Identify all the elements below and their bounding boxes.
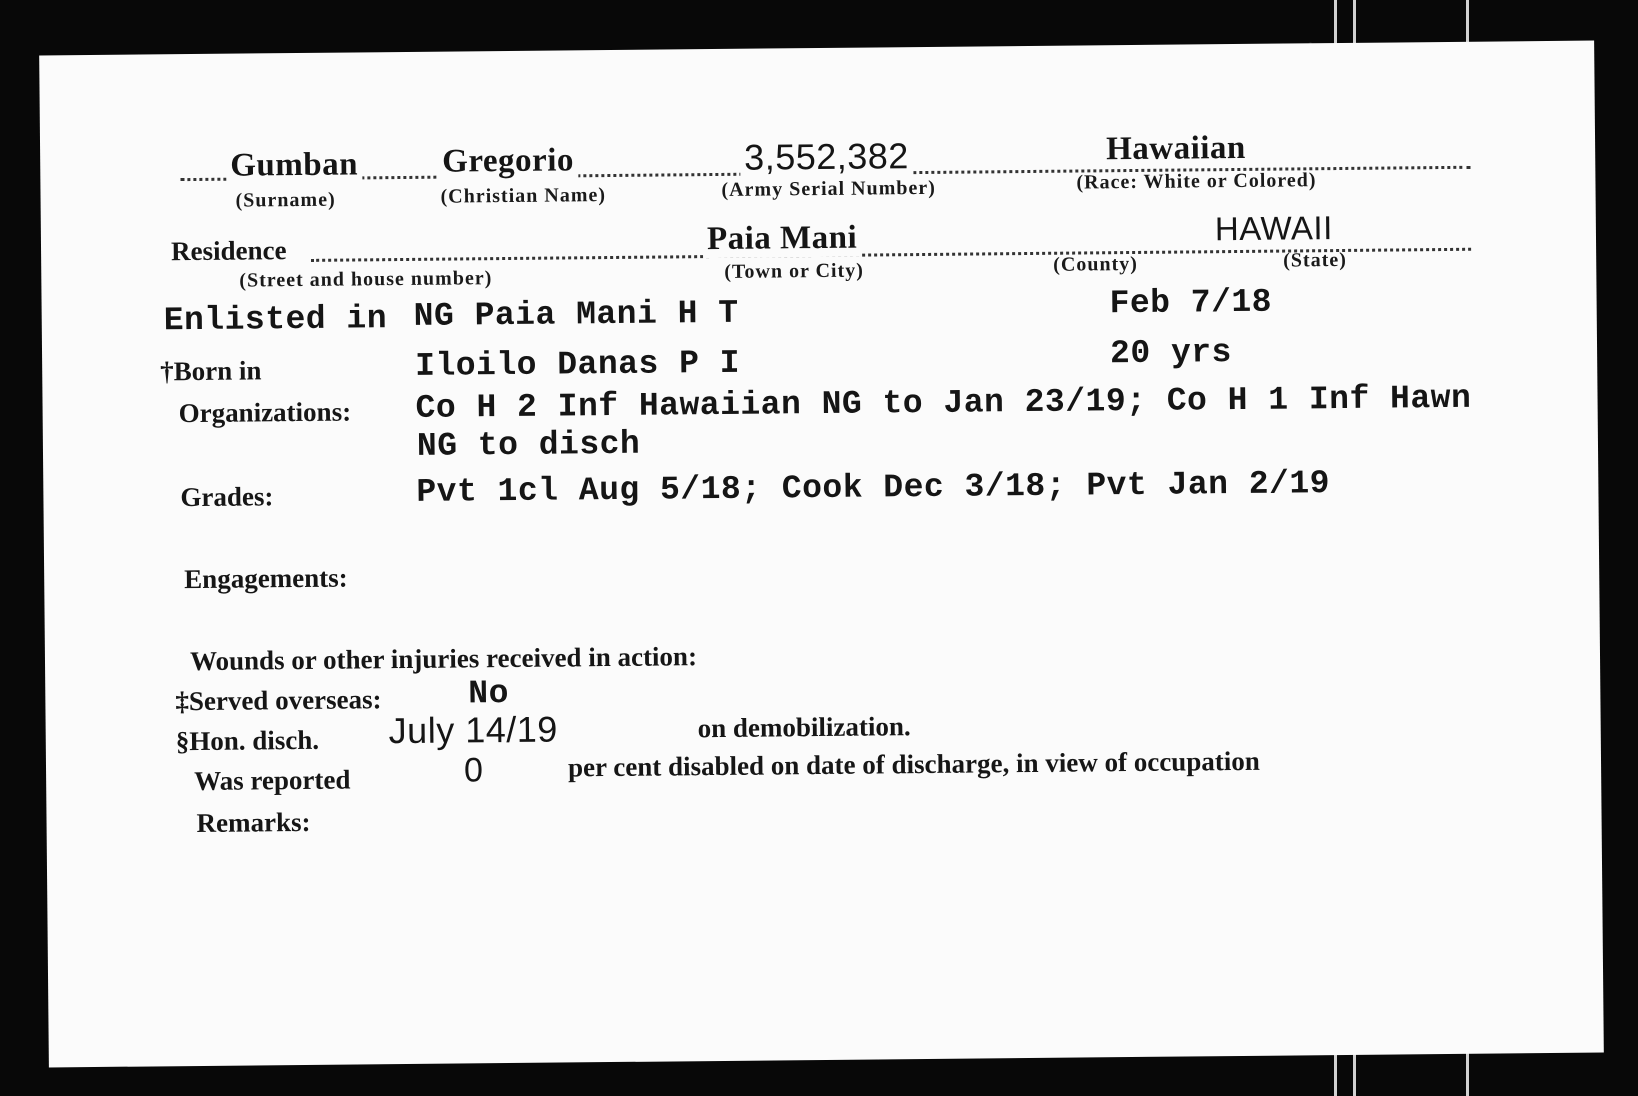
surname-value: Gumban xyxy=(226,146,362,184)
reported-value: 0 xyxy=(463,751,484,790)
enlisted-date: Feb 7/18 xyxy=(1109,283,1273,323)
reported-label: Was reported xyxy=(194,764,351,797)
enlisted-label: Enlisted in xyxy=(163,300,388,340)
hon-disch-label: §Hon. disch. xyxy=(175,724,320,757)
state-caption: (State) xyxy=(1283,248,1347,272)
enlisted-value: NG Paia Mani H T xyxy=(413,294,739,335)
film-edge-line-bottom xyxy=(1334,1052,1337,1096)
residence-state-value: HAWAII xyxy=(1211,209,1337,248)
remarks-label: Remarks: xyxy=(196,806,311,839)
street-caption: (Street and house number) xyxy=(239,267,493,292)
born-place-value: Iloilo Danas P I xyxy=(415,344,741,385)
organizations-line-2: NG to disch xyxy=(416,425,641,465)
race-value: Hawaiian xyxy=(1102,130,1250,168)
film-edge-line-top-3 xyxy=(1466,0,1469,44)
served-overseas-label: ‡Served overseas: xyxy=(175,684,382,717)
service-record-card xyxy=(39,41,1604,1068)
residence-town-value: Paia Mani xyxy=(703,220,862,259)
christian-name-caption: (Christian Name) xyxy=(440,184,607,208)
town-caption: (Town or City) xyxy=(724,259,864,283)
film-edge-line-bottom-3 xyxy=(1466,1052,1469,1096)
county-caption: (County) xyxy=(1053,252,1139,276)
film-edge-line-bottom-2 xyxy=(1353,1052,1356,1096)
christian-name-value: Gregorio xyxy=(438,142,578,180)
army-serial-number-value: 3,552,382 xyxy=(740,135,913,179)
born-age-value: 20 yrs xyxy=(1109,334,1233,373)
organizations-label: Organizations: xyxy=(178,396,352,429)
grades-label: Grades: xyxy=(180,481,274,513)
surname-caption: (Surname) xyxy=(235,188,336,212)
wounds-label: Wounds or other injuries received in action: xyxy=(189,641,698,677)
engagements-label: Engagements: xyxy=(184,562,348,595)
hon-disch-suffix: on demobilization. xyxy=(697,711,911,744)
grades-value: Pvt 1cl Aug 5/18; Cook Dec 3/18; Pvt Jan 2/19 xyxy=(416,465,1331,511)
born-label: †Born in xyxy=(160,355,262,387)
film-edge-line-top-2 xyxy=(1353,0,1356,44)
served-overseas-value: No xyxy=(468,675,510,713)
residence-label: Residence xyxy=(171,235,291,267)
reported-suffix: per cent disabled on date of discharge, in view of occupation xyxy=(567,745,1260,783)
race-caption: (Race: White or Colored) xyxy=(1076,169,1317,194)
serial-caption: (Army Serial Number) xyxy=(721,176,937,201)
organizations-line-1: Co H 2 Inf Hawaiian NG to Jan 23/19; Co H 1 Inf Hawn xyxy=(415,379,1472,427)
film-edge-line-top xyxy=(1334,0,1337,44)
hon-disch-date: July 14/19 xyxy=(388,708,558,752)
